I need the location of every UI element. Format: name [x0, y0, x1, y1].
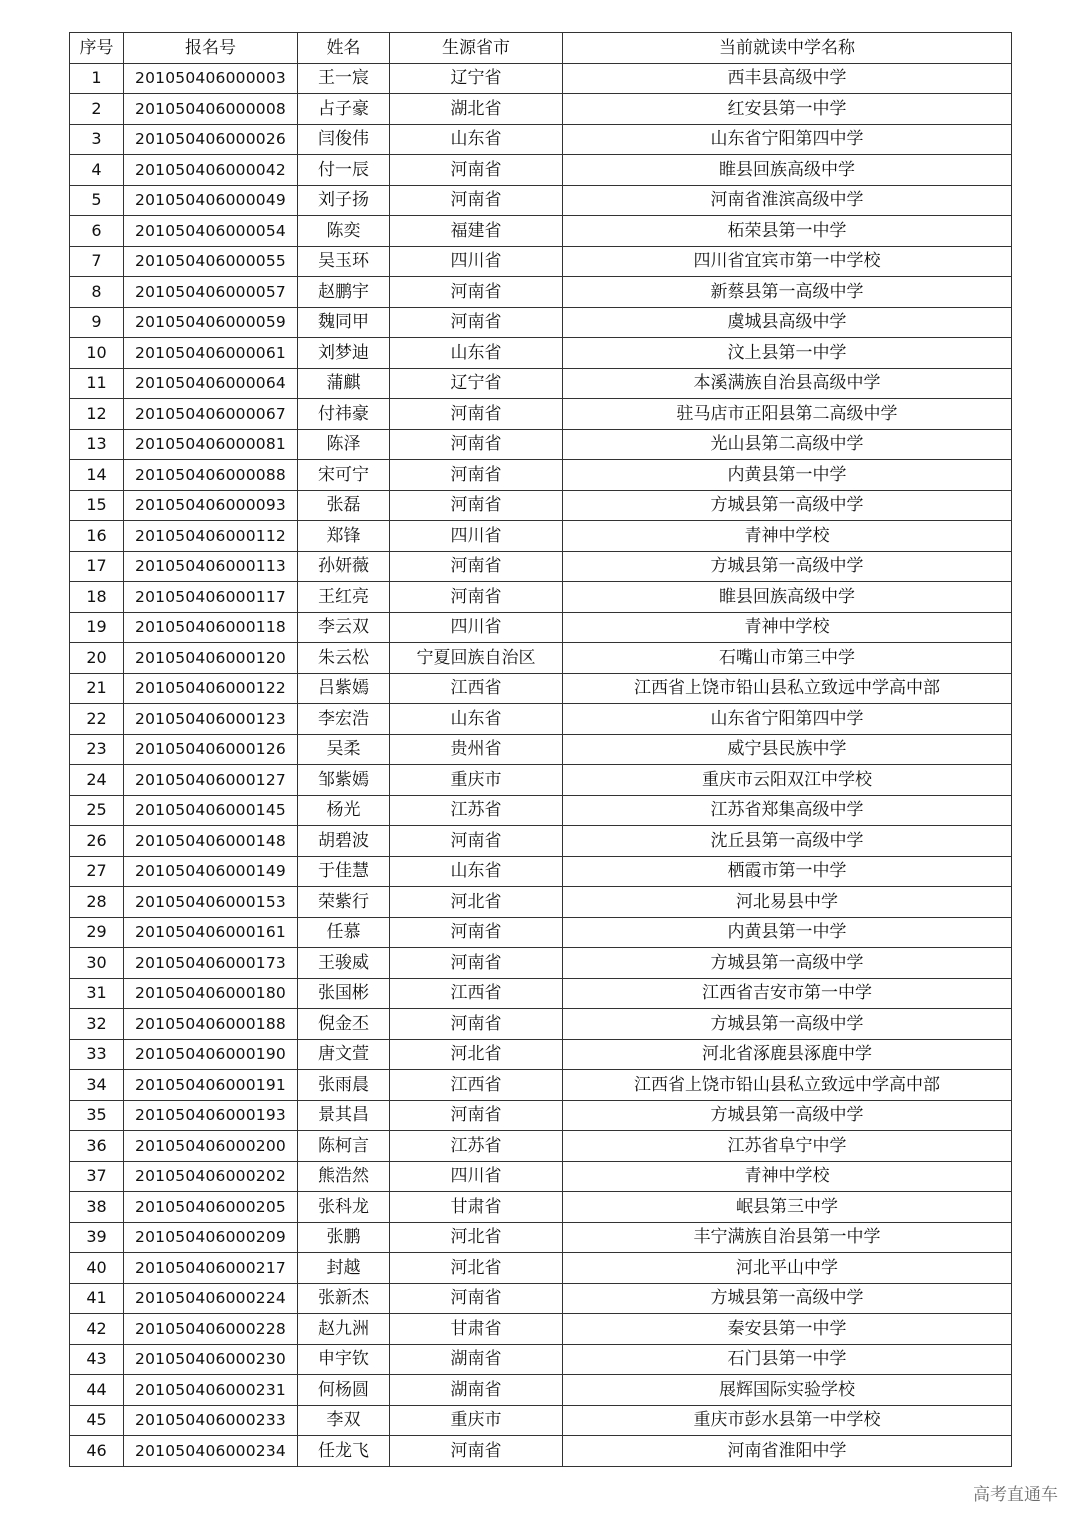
- cell-registration-number: 201050406000088: [124, 460, 298, 491]
- cell-registration-number: 201050406000153: [124, 887, 298, 918]
- header-school: 当前就读中学名称: [563, 33, 1012, 64]
- cell-seq: 22: [70, 704, 124, 735]
- cell-seq: 1: [70, 63, 124, 94]
- cell-seq: 40: [70, 1253, 124, 1284]
- cell-province: 河北省: [390, 1253, 563, 1284]
- cell-seq: 29: [70, 917, 124, 948]
- cell-school: 江西省上饶市铅山县私立致远中学高中部: [563, 1070, 1012, 1101]
- table-row: [70, 978, 1012, 1009]
- cell-school: 虞城县高级中学: [563, 307, 1012, 338]
- table-row: [70, 460, 1012, 491]
- header-registration-number: 报名号: [124, 33, 298, 64]
- cell-school: 河南省淮滨高级中学: [563, 185, 1012, 216]
- cell-seq: 33: [70, 1039, 124, 1070]
- cell-name: 王骏威: [298, 948, 390, 979]
- cell-seq: 17: [70, 551, 124, 582]
- cell-registration-number: 201050406000190: [124, 1039, 298, 1070]
- cell-province: 山东省: [390, 124, 563, 155]
- table-row: [70, 1405, 1012, 1436]
- table-row: [70, 612, 1012, 643]
- cell-school: 山东省宁阳第四中学: [563, 704, 1012, 735]
- cell-province: 四川省: [390, 246, 563, 277]
- cell-school: 河北易县中学: [563, 887, 1012, 918]
- cell-school: 重庆市彭水县第一中学校: [563, 1405, 1012, 1436]
- cell-province: 宁夏回族自治区: [390, 643, 563, 674]
- cell-registration-number: 201050406000217: [124, 1253, 298, 1284]
- cell-registration-number: 201050406000126: [124, 734, 298, 765]
- table-row: [70, 704, 1012, 735]
- cell-school: 方城县第一高级中学: [563, 1283, 1012, 1314]
- cell-province: 甘肃省: [390, 1192, 563, 1223]
- cell-province: 河南省: [390, 1436, 563, 1467]
- cell-name: 赵鹏宇: [298, 277, 390, 308]
- table-row: [70, 1100, 1012, 1131]
- table-row: [70, 551, 1012, 582]
- cell-name: 魏同甲: [298, 307, 390, 338]
- cell-seq: 36: [70, 1131, 124, 1162]
- cell-seq: 15: [70, 490, 124, 521]
- admission-list-sheet: [69, 32, 1011, 1467]
- cell-seq: 35: [70, 1100, 124, 1131]
- cell-province: 甘肃省: [390, 1314, 563, 1345]
- cell-school: 丰宁满族自治县第一中学: [563, 1222, 1012, 1253]
- cell-province: 河南省: [390, 826, 563, 857]
- cell-school: 汶上县第一中学: [563, 338, 1012, 369]
- cell-registration-number: 201050406000127: [124, 765, 298, 796]
- cell-name: 荣紫行: [298, 887, 390, 918]
- cell-province: 河南省: [390, 917, 563, 948]
- cell-school: 石嘴山市第三中学: [563, 643, 1012, 674]
- cell-seq: 14: [70, 460, 124, 491]
- cell-registration-number: 201050406000123: [124, 704, 298, 735]
- cell-province: 河南省: [390, 460, 563, 491]
- cell-registration-number: 201050406000188: [124, 1009, 298, 1040]
- cell-registration-number: 201050406000200: [124, 1131, 298, 1162]
- table-row: [70, 1344, 1012, 1375]
- cell-seq: 11: [70, 368, 124, 399]
- cell-seq: 24: [70, 765, 124, 796]
- cell-registration-number: 201050406000003: [124, 63, 298, 94]
- cell-school: 江苏省郑集高级中学: [563, 795, 1012, 826]
- cell-school: 方城县第一高级中学: [563, 948, 1012, 979]
- table-row: [70, 1070, 1012, 1101]
- cell-seq: 44: [70, 1375, 124, 1406]
- cell-seq: 46: [70, 1436, 124, 1467]
- cell-seq: 3: [70, 124, 124, 155]
- cell-registration-number: 201050406000049: [124, 185, 298, 216]
- table-row: [70, 429, 1012, 460]
- cell-province: 河南省: [390, 277, 563, 308]
- cell-seq: 10: [70, 338, 124, 369]
- cell-province: 辽宁省: [390, 63, 563, 94]
- cell-seq: 8: [70, 277, 124, 308]
- cell-province: 江西省: [390, 978, 563, 1009]
- cell-school: 岷县第三中学: [563, 1192, 1012, 1223]
- cell-registration-number: 201050406000064: [124, 368, 298, 399]
- cell-name: 王红亮: [298, 582, 390, 613]
- cell-school: 威宁县民族中学: [563, 734, 1012, 765]
- cell-name: 杨光: [298, 795, 390, 826]
- table-row: [70, 1161, 1012, 1192]
- table-row: [70, 1283, 1012, 1314]
- cell-school: 新蔡县第一高级中学: [563, 277, 1012, 308]
- cell-province: 河南省: [390, 551, 563, 582]
- cell-registration-number: 201050406000117: [124, 582, 298, 613]
- cell-name: 张磊: [298, 490, 390, 521]
- cell-registration-number: 201050406000224: [124, 1283, 298, 1314]
- cell-registration-number: 201050406000233: [124, 1405, 298, 1436]
- watermark-text: 高考直通车: [973, 1485, 1058, 1505]
- cell-name: 张新杰: [298, 1283, 390, 1314]
- cell-seq: 4: [70, 155, 124, 186]
- cell-school: 睢县回族高级中学: [563, 155, 1012, 186]
- cell-province: 河南省: [390, 155, 563, 186]
- cell-seq: 27: [70, 856, 124, 887]
- cell-name: 陈奕: [298, 216, 390, 247]
- cell-seq: 6: [70, 216, 124, 247]
- cell-school: 河南省淮阳中学: [563, 1436, 1012, 1467]
- cell-province: 河南省: [390, 307, 563, 338]
- cell-province: 湖北省: [390, 94, 563, 125]
- table-row: [70, 948, 1012, 979]
- cell-province: 山东省: [390, 338, 563, 369]
- cell-province: 贵州省: [390, 734, 563, 765]
- table-row: [70, 338, 1012, 369]
- cell-name: 宋可宁: [298, 460, 390, 491]
- table-row: [70, 887, 1012, 918]
- cell-name: 占子豪: [298, 94, 390, 125]
- cell-province: 湖南省: [390, 1375, 563, 1406]
- cell-registration-number: 201050406000067: [124, 399, 298, 430]
- cell-registration-number: 201050406000081: [124, 429, 298, 460]
- cell-province: 重庆市: [390, 1405, 563, 1436]
- cell-school: 栖霞市第一中学: [563, 856, 1012, 887]
- cell-name: 任慕: [298, 917, 390, 948]
- cell-name: 于佳慧: [298, 856, 390, 887]
- cell-registration-number: 201050406000148: [124, 826, 298, 857]
- table-row: [70, 63, 1012, 94]
- cell-school: 内黄县第一中学: [563, 917, 1012, 948]
- cell-registration-number: 201050406000059: [124, 307, 298, 338]
- cell-school: 方城县第一高级中学: [563, 1009, 1012, 1040]
- cell-school: 光山县第二高级中学: [563, 429, 1012, 460]
- cell-name: 吴玉环: [298, 246, 390, 277]
- cell-school: 秦安县第一中学: [563, 1314, 1012, 1345]
- cell-seq: 28: [70, 887, 124, 918]
- cell-name: 李双: [298, 1405, 390, 1436]
- cell-seq: 34: [70, 1070, 124, 1101]
- cell-school: 方城县第一高级中学: [563, 1100, 1012, 1131]
- table-row: [70, 124, 1012, 155]
- cell-name: 张科龙: [298, 1192, 390, 1223]
- cell-province: 重庆市: [390, 765, 563, 796]
- cell-province: 河南省: [390, 582, 563, 613]
- cell-seq: 9: [70, 307, 124, 338]
- cell-name: 吕紫嫣: [298, 673, 390, 704]
- cell-school: 方城县第一高级中学: [563, 490, 1012, 521]
- table-row: [70, 307, 1012, 338]
- cell-province: 江苏省: [390, 795, 563, 826]
- table-row: [70, 1436, 1012, 1467]
- table-row: [70, 94, 1012, 125]
- cell-province: 河南省: [390, 1100, 563, 1131]
- cell-seq: 5: [70, 185, 124, 216]
- cell-name: 李云双: [298, 612, 390, 643]
- table-row: [70, 521, 1012, 552]
- table-row: [70, 856, 1012, 887]
- cell-name: 蒲麒: [298, 368, 390, 399]
- cell-registration-number: 201050406000149: [124, 856, 298, 887]
- table-row: [70, 368, 1012, 399]
- cell-school: 沈丘县第一高级中学: [563, 826, 1012, 857]
- cell-province: 湖南省: [390, 1344, 563, 1375]
- cell-province: 河北省: [390, 1222, 563, 1253]
- cell-school: 红安县第一中学: [563, 94, 1012, 125]
- cell-registration-number: 201050406000205: [124, 1192, 298, 1223]
- cell-seq: 32: [70, 1009, 124, 1040]
- cell-registration-number: 201050406000191: [124, 1070, 298, 1101]
- cell-school: 内黄县第一中学: [563, 460, 1012, 491]
- cell-name: 付一辰: [298, 155, 390, 186]
- table-row: [70, 826, 1012, 857]
- cell-name: 闫俊伟: [298, 124, 390, 155]
- cell-seq: 42: [70, 1314, 124, 1345]
- cell-registration-number: 201050406000145: [124, 795, 298, 826]
- cell-name: 何杨圆: [298, 1375, 390, 1406]
- cell-school: 石门县第一中学: [563, 1344, 1012, 1375]
- cell-name: 张鹏: [298, 1222, 390, 1253]
- cell-name: 唐文萱: [298, 1039, 390, 1070]
- table-body: [70, 63, 1012, 1466]
- cell-school: 河北省涿鹿县涿鹿中学: [563, 1039, 1012, 1070]
- cell-province: 江西省: [390, 673, 563, 704]
- cell-school: 江西省吉安市第一中学: [563, 978, 1012, 1009]
- cell-province: 河北省: [390, 1039, 563, 1070]
- table-row: [70, 673, 1012, 704]
- cell-seq: 21: [70, 673, 124, 704]
- table-header-row: [70, 33, 1012, 64]
- cell-registration-number: 201050406000228: [124, 1314, 298, 1345]
- cell-name: 陈泽: [298, 429, 390, 460]
- cell-seq: 7: [70, 246, 124, 277]
- cell-name: 申宇钦: [298, 1344, 390, 1375]
- cell-registration-number: 201050406000112: [124, 521, 298, 552]
- cell-name: 刘梦迪: [298, 338, 390, 369]
- cell-name: 熊浩然: [298, 1161, 390, 1192]
- cell-name: 封越: [298, 1253, 390, 1284]
- cell-registration-number: 201050406000161: [124, 917, 298, 948]
- table-row: [70, 795, 1012, 826]
- cell-seq: 39: [70, 1222, 124, 1253]
- cell-seq: 31: [70, 978, 124, 1009]
- cell-school: 江苏省阜宁中学: [563, 1131, 1012, 1162]
- header-seq: 序号: [70, 33, 124, 64]
- table-row: [70, 1009, 1012, 1040]
- cell-seq: 19: [70, 612, 124, 643]
- cell-school: 柘荣县第一中学: [563, 216, 1012, 247]
- cell-school: 青神中学校: [563, 612, 1012, 643]
- table-row: [70, 582, 1012, 613]
- cell-province: 辽宁省: [390, 368, 563, 399]
- cell-name: 胡碧波: [298, 826, 390, 857]
- table-row: [70, 917, 1012, 948]
- cell-school: 本溪满族自治县高级中学: [563, 368, 1012, 399]
- table-row: [70, 1375, 1012, 1406]
- cell-registration-number: 201050406000180: [124, 978, 298, 1009]
- table-row: [70, 399, 1012, 430]
- table-row: [70, 643, 1012, 674]
- cell-province: 河北省: [390, 887, 563, 918]
- cell-registration-number: 201050406000209: [124, 1222, 298, 1253]
- cell-name: 孙妍薇: [298, 551, 390, 582]
- table-row: [70, 1222, 1012, 1253]
- cell-registration-number: 201050406000042: [124, 155, 298, 186]
- cell-school: 方城县第一高级中学: [563, 551, 1012, 582]
- cell-seq: 18: [70, 582, 124, 613]
- table-row: [70, 1314, 1012, 1345]
- cell-registration-number: 201050406000061: [124, 338, 298, 369]
- cell-name: 张雨晨: [298, 1070, 390, 1101]
- cell-registration-number: 201050406000057: [124, 277, 298, 308]
- cell-seq: 16: [70, 521, 124, 552]
- cell-province: 河南省: [390, 429, 563, 460]
- cell-name: 吴柔: [298, 734, 390, 765]
- table-row: [70, 765, 1012, 796]
- cell-seq: 41: [70, 1283, 124, 1314]
- cell-seq: 43: [70, 1344, 124, 1375]
- cell-name: 赵九洲: [298, 1314, 390, 1345]
- cell-province: 山东省: [390, 856, 563, 887]
- table-row: [70, 490, 1012, 521]
- cell-seq: 37: [70, 1161, 124, 1192]
- cell-province: 福建省: [390, 216, 563, 247]
- header-province: 生源省市: [390, 33, 563, 64]
- cell-seq: 12: [70, 399, 124, 430]
- cell-registration-number: 201050406000120: [124, 643, 298, 674]
- cell-name: 李宏浩: [298, 704, 390, 735]
- cell-registration-number: 201050406000008: [124, 94, 298, 125]
- cell-school: 睢县回族高级中学: [563, 582, 1012, 613]
- cell-school: 重庆市云阳双江中学校: [563, 765, 1012, 796]
- table-row: [70, 277, 1012, 308]
- cell-province: 四川省: [390, 612, 563, 643]
- cell-province: 河南省: [390, 1009, 563, 1040]
- admission-list-table: [69, 32, 1012, 1467]
- cell-province: 江西省: [390, 1070, 563, 1101]
- cell-seq: 23: [70, 734, 124, 765]
- cell-name: 王一宸: [298, 63, 390, 94]
- cell-name: 倪金丕: [298, 1009, 390, 1040]
- cell-registration-number: 201050406000122: [124, 673, 298, 704]
- cell-seq: 2: [70, 94, 124, 125]
- table-row: [70, 1192, 1012, 1223]
- cell-seq: 13: [70, 429, 124, 460]
- cell-name: 付祎豪: [298, 399, 390, 430]
- table-row: [70, 246, 1012, 277]
- cell-province: 河南省: [390, 399, 563, 430]
- table-row: [70, 1039, 1012, 1070]
- cell-seq: 38: [70, 1192, 124, 1223]
- cell-school: 青神中学校: [563, 1161, 1012, 1192]
- cell-seq: 20: [70, 643, 124, 674]
- header-name: 姓名: [298, 33, 390, 64]
- cell-seq: 25: [70, 795, 124, 826]
- cell-province: 河南省: [390, 490, 563, 521]
- cell-name: 朱云松: [298, 643, 390, 674]
- cell-name: 陈柯言: [298, 1131, 390, 1162]
- cell-name: 张国彬: [298, 978, 390, 1009]
- table-row: [70, 216, 1012, 247]
- cell-school: 青神中学校: [563, 521, 1012, 552]
- cell-registration-number: 201050406000230: [124, 1344, 298, 1375]
- cell-registration-number: 201050406000113: [124, 551, 298, 582]
- cell-registration-number: 201050406000093: [124, 490, 298, 521]
- cell-registration-number: 201050406000193: [124, 1100, 298, 1131]
- cell-school: 四川省宜宾市第一中学校: [563, 246, 1012, 277]
- cell-school: 山东省宁阳第四中学: [563, 124, 1012, 155]
- cell-registration-number: 201050406000234: [124, 1436, 298, 1467]
- table-row: [70, 1253, 1012, 1284]
- cell-registration-number: 201050406000055: [124, 246, 298, 277]
- cell-seq: 26: [70, 826, 124, 857]
- table-row: [70, 734, 1012, 765]
- cell-registration-number: 201050406000026: [124, 124, 298, 155]
- cell-name: 任龙飞: [298, 1436, 390, 1467]
- cell-name: 郑锋: [298, 521, 390, 552]
- cell-school: 江西省上饶市铅山县私立致远中学高中部: [563, 673, 1012, 704]
- cell-province: 河南省: [390, 948, 563, 979]
- cell-province: 江苏省: [390, 1131, 563, 1162]
- cell-seq: 30: [70, 948, 124, 979]
- cell-name: 景其昌: [298, 1100, 390, 1131]
- cell-province: 四川省: [390, 1161, 563, 1192]
- cell-school: 展辉国际实验学校: [563, 1375, 1012, 1406]
- cell-registration-number: 201050406000231: [124, 1375, 298, 1406]
- cell-province: 河南省: [390, 1283, 563, 1314]
- table-row: [70, 1131, 1012, 1162]
- cell-name: 邹紫嫣: [298, 765, 390, 796]
- cell-registration-number: 201050406000118: [124, 612, 298, 643]
- cell-seq: 45: [70, 1405, 124, 1436]
- cell-province: 河南省: [390, 185, 563, 216]
- cell-province: 四川省: [390, 521, 563, 552]
- table-row: [70, 155, 1012, 186]
- cell-name: 刘子扬: [298, 185, 390, 216]
- cell-province: 山东省: [390, 704, 563, 735]
- cell-registration-number: 201050406000202: [124, 1161, 298, 1192]
- table-row: [70, 185, 1012, 216]
- cell-registration-number: 201050406000054: [124, 216, 298, 247]
- cell-school: 西丰县高级中学: [563, 63, 1012, 94]
- cell-school: 河北平山中学: [563, 1253, 1012, 1284]
- cell-registration-number: 201050406000173: [124, 948, 298, 979]
- cell-school: 驻马店市正阳县第二高级中学: [563, 399, 1012, 430]
